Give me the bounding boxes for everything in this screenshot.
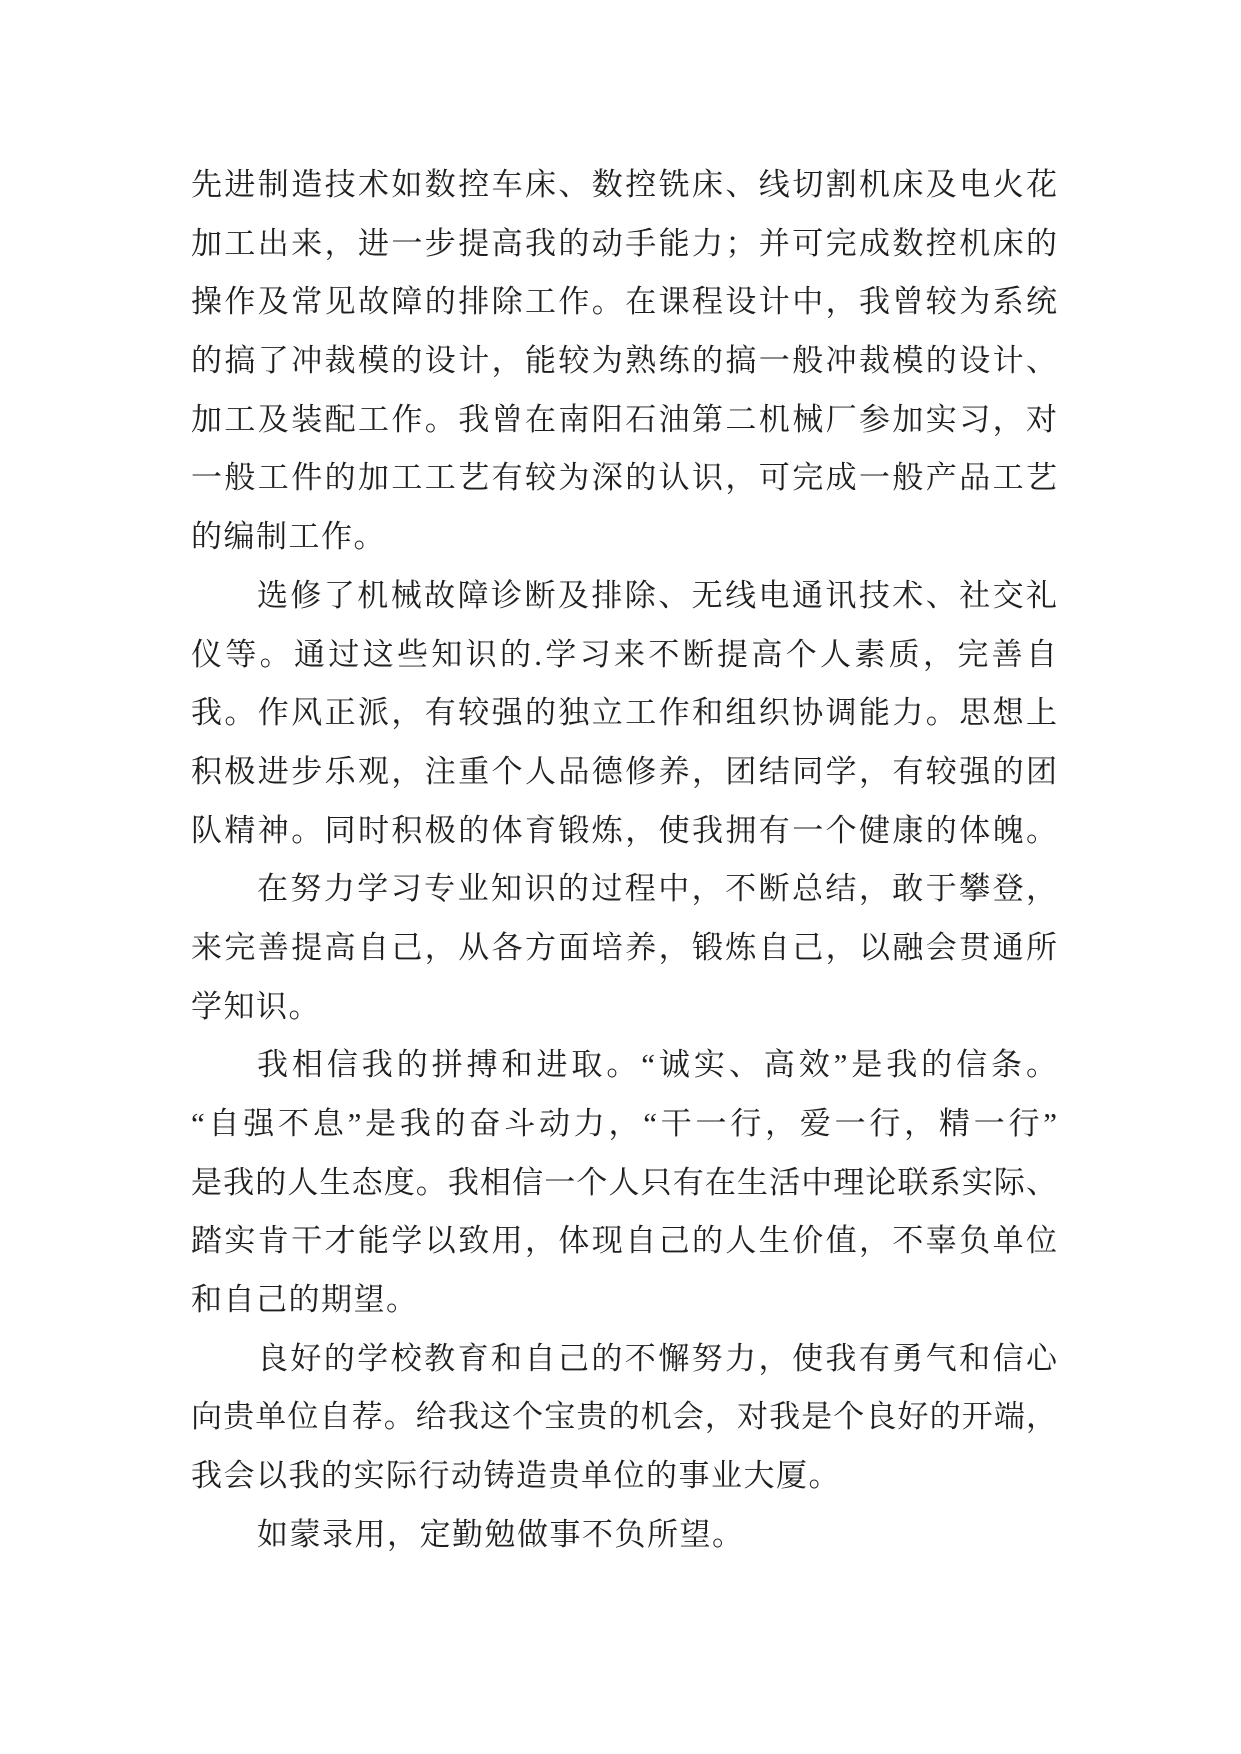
text-line: 学知识。 — [191, 988, 321, 1024]
text-line: 和自己的期望。 — [191, 1282, 419, 1318]
body-paragraph — [191, 156, 1057, 567]
text-line: 的搞了冲裁模的设计，能较为熟练的搞一般冲裁模的设计、 — [191, 343, 1057, 379]
closing-paragraph — [191, 1506, 1057, 1565]
body-paragraph — [191, 1036, 1057, 1329]
text-line: 的编制工作。 — [191, 519, 386, 555]
text-line: 我相信我的拼搏和进取。“诚实、高效”是我的信条。 — [257, 1047, 1057, 1083]
text-line: 加工及装配工作。我曾在南阳石油第二机械厂参加实习，对 — [191, 401, 1057, 437]
text-line: 我。作风正派，有较强的独立工作和组织协调能力。思想上 — [191, 695, 1057, 731]
text-line: 一般工件的加工工艺有较为深的认识，可完成一般产品工艺 — [191, 460, 1057, 496]
text-line: 踏实肯干才能学以致用，体现自己的人生价值，不辜负单位 — [191, 1223, 1057, 1259]
body-paragraph — [191, 860, 1057, 1036]
text-line: 向贵单位自荐。给我这个宝贵的机会，对我是个良好的开端， — [191, 1399, 1057, 1435]
body-paragraph — [191, 567, 1057, 860]
text-line: 如蒙录用，定勤勉做事不负所望。 — [257, 1516, 745, 1552]
text-line: 良好的学校教育和自己的不懈努力，使我有勇气和信心 — [257, 1340, 1057, 1376]
document-page — [191, 156, 1057, 1565]
text-line: 加工出来，进一步提高我的动手能力；并可完成数控机床的 — [191, 225, 1057, 261]
text-line: “自强不息”是我的奋斗动力，“干一行，爱一行，精一行” — [191, 1106, 1057, 1141]
body-paragraph — [191, 1330, 1057, 1506]
text-line: 是我的人生态度。我相信一个人只有在生活中理论联系实际、 — [191, 1164, 1057, 1200]
text-line: 操作及常见故障的排除工作。在课程设计中，我曾较为系统 — [191, 284, 1057, 320]
text-line: 先进制造技术如数控车床、数控铣床、线切割机床及电火花 — [191, 167, 1057, 202]
text-line: 在努力学习专业知识的过程中，不断总结，敢于攀登， — [257, 871, 1057, 907]
text-line: 积极进步乐观，注重个人品德修养，团结同学，有较强的团 — [191, 753, 1057, 789]
text-line: 我会以我的实际行动铸造贵单位的事业大厦。 — [191, 1458, 841, 1494]
text-line: 选修了机械故障诊断及排除、无线电通讯技术、社交礼 — [257, 577, 1057, 613]
text-line: 来完善提高自己，从各方面培养，锻炼自己，以融会贯通所 — [191, 929, 1057, 965]
text-line: 仪等。通过这些知识的.学习来不断提高个人素质，完善自 — [191, 636, 1057, 672]
text-line: 队精神。同时积极的体育锻炼，使我拥有一个健康的体魄。 — [191, 812, 1057, 848]
